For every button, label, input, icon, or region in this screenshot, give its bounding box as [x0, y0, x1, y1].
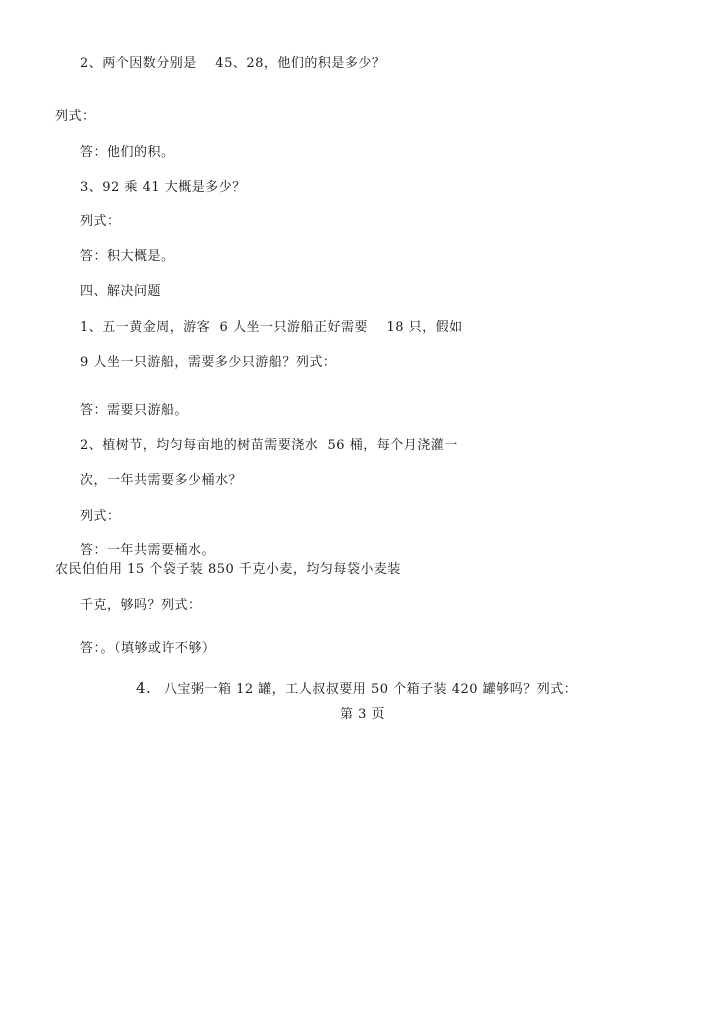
formula-label: 列式：	[80, 509, 121, 524]
problem-1-text: 1、五一黄金周，游客 6 人坐一只游船正好需要 18 只，假如	[80, 320, 463, 335]
question-4-number: 4.	[136, 679, 152, 697]
answer-line: 答：积大概是。	[80, 249, 175, 264]
formula-label: 列式：	[80, 214, 121, 229]
section-heading: 四、解决问题	[80, 284, 162, 299]
answer-line: 答：一年共需要桶水。	[80, 543, 216, 558]
answer-line: 答：。（填够或许不够）	[80, 641, 216, 656]
problem-2-text-cont: 次，一年共需要多少桶水？	[80, 473, 243, 488]
problem-3-text-cont: 千克，够吗？列式：	[80, 598, 202, 613]
formula-label: 列式：	[55, 109, 96, 124]
problem-1-text-cont: 9 人坐一只游船，需要多少只游船？列式：	[80, 355, 337, 370]
problem-2-text: 2、植树节，均匀每亩地的树苗需要浇水 56 桶，每个月浇灌一	[80, 438, 458, 453]
answer-line: 答：他们的积。	[80, 145, 175, 160]
page-number: 第 3 页	[340, 707, 386, 722]
question-3-text: 3、92 乘 41 大概是多少？	[80, 180, 246, 195]
question-4-text: 八宝粥一箱 12 罐，工人叔叔要用 50 个箱子装 420 罐够吗？列式：	[164, 682, 578, 697]
question-2-text: 2、两个因数分别是 45、28，他们的积是多少？	[80, 56, 386, 71]
answer-line: 答：需要只游船。	[80, 403, 189, 418]
problem-3-text: 农民伯伯用 15 个袋子装 850 千克小麦，均匀每袋小麦装	[55, 562, 401, 577]
